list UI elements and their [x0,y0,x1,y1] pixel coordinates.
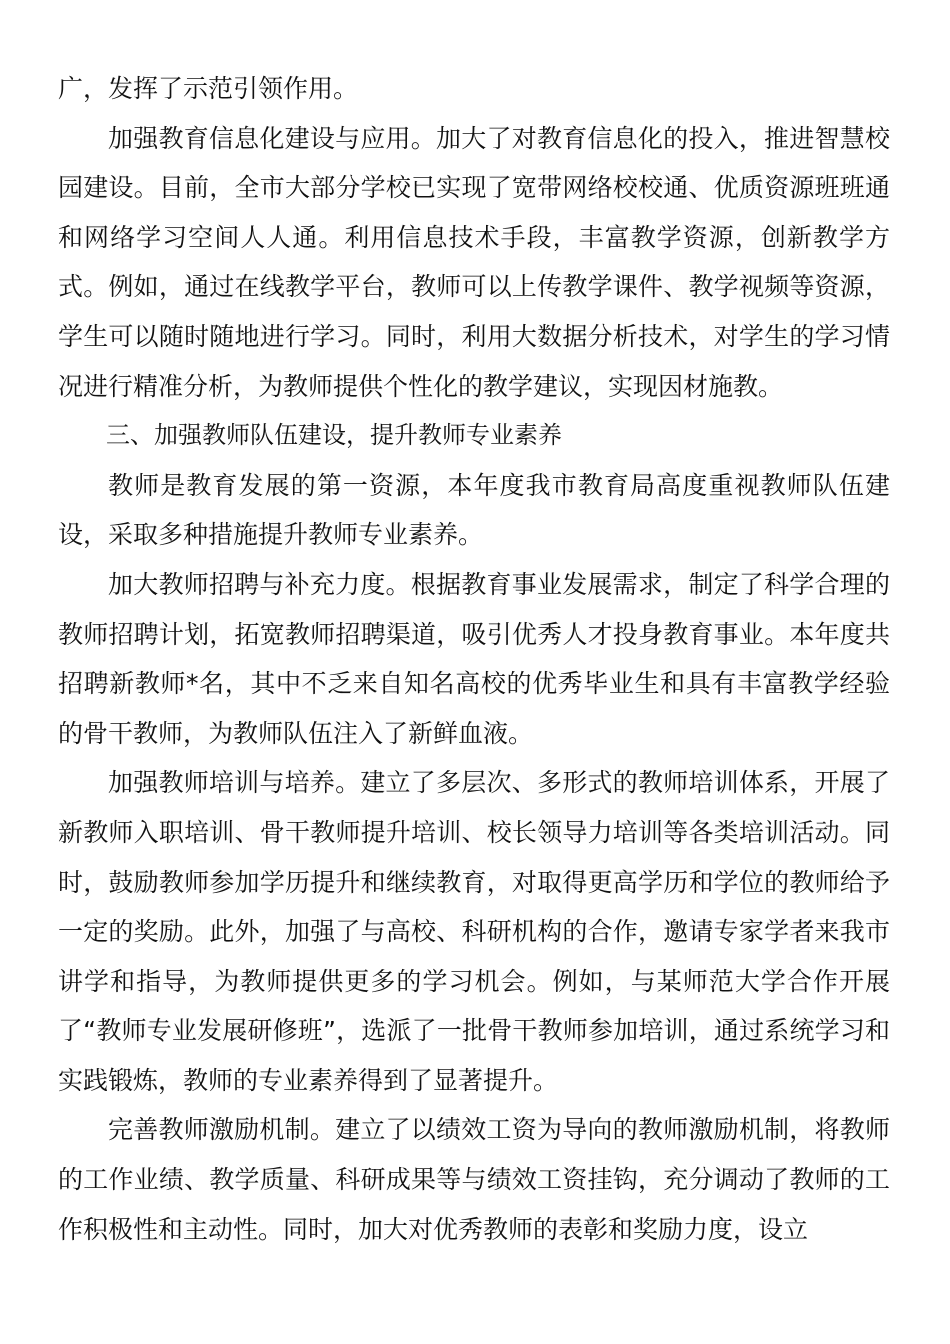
paragraph-incentives: 完善教师激励机制。建立了以绩效工资为导向的教师激励机制，将教师的工作业绩、教学质量、科研成果等与绩效工资挂钩，充分调动了教师的工作积极性和主动性。同时，加大对优秀教师的表彰和奖励力度，设立 [58,1115,890,1244]
paragraph-teacher-intro: 教师是教育发展的第一资源，本年度我市教育局高度重视教师队伍建设，采取多种措施提升教师专业素养。 [58,470,890,550]
paragraph-informatization: 加强教育信息化建设与应用。加大了对教育信息化的投入，推进智慧校园建设。目前，全市大部分学校已实现了宽带网络校校通、优质资源班班通和网络学习空间人人通。利用信息技术手段，丰富教学资源，创新教学方式。例如，通过在线教学平台，教师可以上传教学课件、教学视频等资源，学生可以随时随地进行学习。同时，利用大数据分析技术，对学生的学习情况进行精准分析，为教师提供个性化的教学建议，实现因材施教。 [58,123,890,401]
paragraph-training: 加强教师培训与培养。建立了多层次、多形式的教师培训体系，开展了新教师入职培训、骨干教师提升培训、校长领导力培训等各类培训活动。同时，鼓励教师参加学历提升和继续教育，对取得更高学历和学位的教师给予一定的奖励。此外，加强了与高校、科研机构的合作，邀请专家学者来我市讲学和指导，为教师提供更多的学习机会。例如，与某师范大学合作开展了“教师专业发展研修班”，选派了一批骨干教师参加培训，通过系统学习和实践锻炼，教师的专业素养得到了显著提升。 [58,768,890,1095]
document-page [58,64,890,1254]
section-heading: 三、加强教师队伍建设，提升教师专业素养 [106,421,562,450]
paragraph-recruitment: 加大教师招聘与补充力度。根据教育事业发展需求，制定了科学合理的教师招聘计划，拓宽教师招聘渠道，吸引优秀人才投身教育事业。本年度共招聘新教师*名，其中不乏来自知名高校的优秀毕业生和具有丰富教学经验的骨干教师，为教师队伍注入了新鲜血液。 [58,569,890,748]
paragraph-continuation: 广，发挥了示范引领作用。 [58,74,359,103]
